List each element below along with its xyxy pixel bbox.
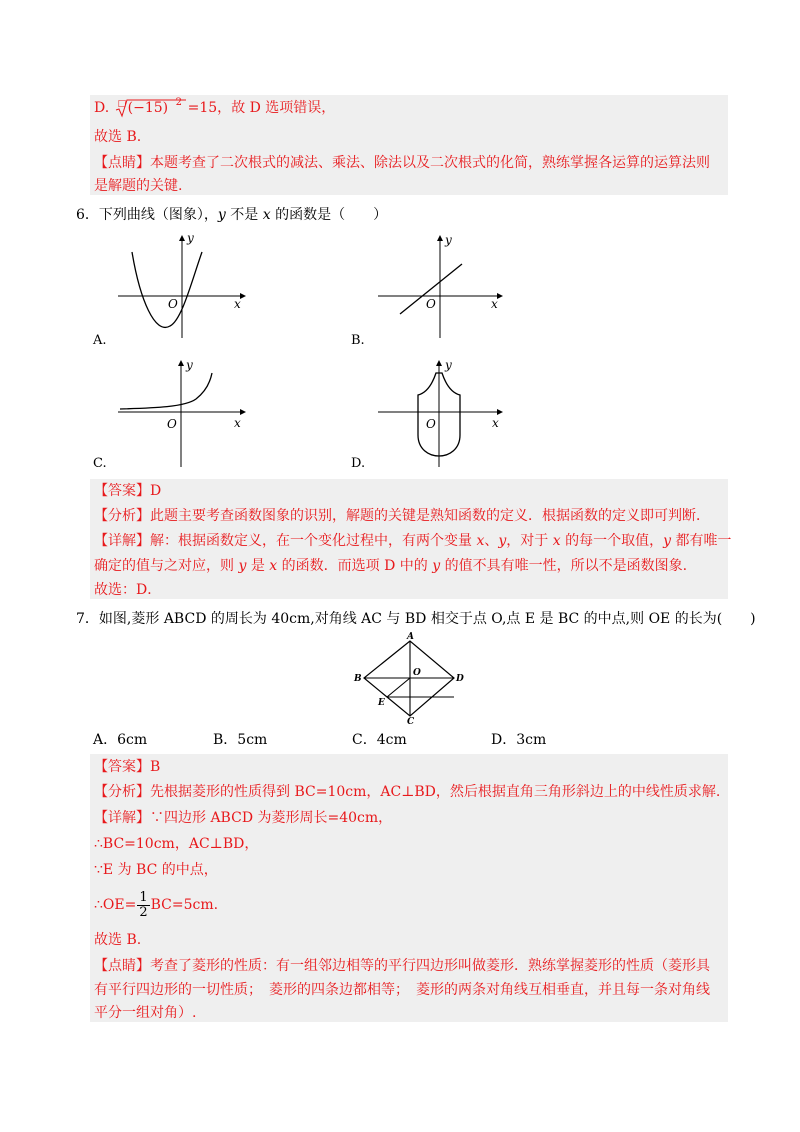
q7-answer (94, 757, 160, 777)
var-y: y (663, 533, 672, 549)
radical-index: □ (117, 99, 127, 109)
q5-answer-line: 故选 B. (94, 129, 142, 145)
axis-y-label: y (186, 358, 193, 372)
axis-x-label: x (234, 416, 241, 430)
rhombus-figure (352, 632, 464, 724)
fraction-numerator: 1 (139, 889, 148, 905)
var-x: x (476, 533, 485, 549)
vertex-a-label: A (407, 632, 414, 642)
detail-text: 解：根据函数定义，在一个变化过程中，有两个变量 (150, 533, 477, 549)
var-y: y (432, 558, 441, 574)
axis-y-label: y (187, 231, 194, 245)
option-b-label: B. (351, 333, 365, 348)
origin-label: O (167, 417, 177, 431)
axis-x-label: x (491, 297, 498, 311)
fraction-denominator: 2 (139, 904, 148, 920)
q6-detail-line-1 (94, 531, 731, 551)
detail-text: ，对于 (506, 533, 553, 549)
point-e-label: E (378, 698, 385, 708)
detail-text: 的值不具有唯一性，所以不是函数图象. (440, 558, 688, 574)
stem-text: 如图,菱形 ABCD 的周长为 40cm,对角线 AC 与 BD 相交于点 O,点 E 是 BC 的中点,则 OE 的长为( ) (98, 611, 756, 627)
var-x: x (552, 533, 561, 549)
graph-d (370, 355, 510, 470)
var-y: y (238, 558, 247, 574)
detail-text: 的函数．而选项 D 中的 (277, 558, 433, 574)
detail-text: 都有唯一 (671, 533, 732, 549)
question-number: 7． (76, 611, 99, 627)
detail-text: 、 (484, 533, 499, 549)
axis-y-label: y (445, 233, 452, 247)
stem-text: 不是 (225, 207, 263, 223)
q6-detail-line-2 (94, 556, 687, 576)
analysis-tag: 【分析】 (94, 784, 150, 800)
axis-x-label: x (492, 416, 499, 430)
var-x: x (269, 558, 278, 574)
question-number: 6． (76, 207, 99, 223)
analysis-text: 此题主要考查函数图象的识别，解题的关键是熟知函数的定义．根据函数的定义即可判断． (150, 508, 710, 524)
comment-tag: 【点睛】 (94, 958, 150, 974)
option-d-label: D. (351, 456, 366, 471)
q5-option-d-label: D. (94, 100, 110, 116)
graph-c (110, 355, 250, 470)
detail-text: 是 (246, 558, 270, 574)
point-o-label: O (413, 668, 421, 678)
q7-detail-line-3: ∵E 为 BC 的中点， (94, 862, 218, 878)
comment-text: 考查了菱形的性质：有一组邻边相等的平行四边形叫做菱形．熟练掌握菱形的性质（菱形具 (150, 958, 710, 974)
detail-tag: 【详解】 (94, 533, 150, 549)
radicand: (−15) (127, 100, 169, 116)
analysis-tag: 【分析】 (94, 508, 150, 524)
q5-option-d-result: =15， (187, 100, 232, 116)
stem-text: 的函数是（ ） (270, 207, 388, 223)
q7-option-c: C．4cm (352, 732, 407, 748)
answer-value: B (150, 759, 161, 775)
vertex-b-label: B (354, 674, 362, 684)
segment-oe (387, 678, 410, 697)
detail-text: ∵四边形 ABCD 为菱形周长=40cm， (150, 810, 393, 826)
detail-text: ∴OE= (94, 897, 137, 913)
exponent: 2 (175, 97, 183, 108)
stem-text: 下列曲线（图象）， (98, 207, 218, 223)
q6-choose-line: 故选：D． (94, 582, 162, 598)
q5-comment-line-2: 是解题的关键. (94, 178, 183, 194)
axis-y-label: y (445, 358, 452, 372)
q7-detail-line-1 (94, 808, 392, 828)
option-a-label: A. (93, 333, 107, 348)
q7-comment-line-3: 平分一组对角）. (94, 1005, 197, 1021)
q7-option-d: D．3cm (491, 732, 547, 748)
detail-tag: 【详解】 (94, 810, 150, 826)
vertex-d-label: D (456, 674, 464, 684)
exponential-curve (120, 373, 212, 409)
graph-b (370, 230, 510, 340)
q5-radical-expression (114, 98, 188, 118)
var-y: y (217, 207, 226, 223)
answer-value: D (150, 483, 162, 499)
origin-label: O (426, 417, 436, 431)
answer-tag: 【答案】 (94, 483, 150, 499)
var-y: y (498, 533, 507, 549)
comment-text: 本题考查了二次根式的减法、乘法、除法以及二次根式的化简，熟练掌握各运算的运算法则 (150, 155, 710, 171)
q7-analysis (94, 782, 720, 802)
comment-tag: 【点睛】 (94, 155, 150, 171)
q7-comment-line-1 (94, 956, 710, 976)
detail-text: BC=5cm. (150, 897, 219, 913)
detail-text: 确定的值与之对应，则 (94, 558, 239, 574)
q6-analysis (94, 506, 710, 526)
q7-detail-line-4 (94, 890, 218, 920)
fraction-one-half (137, 891, 149, 920)
graph-a (110, 230, 250, 340)
q7-option-b: B．5cm (213, 732, 268, 748)
parabola-curve (132, 252, 202, 327)
q6-answer (94, 481, 161, 501)
detail-text: 的每一个取值， (560, 533, 664, 549)
q7-option-a: A．6cm (93, 732, 148, 748)
q7-choose-line: 故选 B. (94, 932, 142, 948)
option-c-label: C. (93, 456, 107, 471)
q7-stem (76, 609, 756, 629)
answer-tag: 【答案】 (94, 759, 150, 775)
vertex-c-label: C (407, 717, 415, 724)
q5-option-d-text: 故 D 选项错误， (231, 100, 336, 116)
origin-label: O (426, 297, 436, 311)
q7-detail-line-2: ∴BC=10cm，AC⊥BD， (94, 836, 259, 852)
q5-comment-line-1 (94, 153, 710, 173)
var-x: x (262, 207, 271, 223)
axis-x-label: x (234, 297, 241, 311)
q6-stem (76, 205, 387, 225)
q7-comment-line-2: 有平行四边形的一切性质； 菱形的四条边都相等； 菱形的两条对角线互相垂直，并且每一条对角线 (94, 982, 710, 998)
origin-label: O (168, 297, 178, 311)
q5-option-d-line (94, 98, 335, 118)
analysis-text: 先根据菱形的性质得到 BC=10cm，AC⊥BD，然后根据直角三角形斜边上的中线性质求解. (150, 784, 721, 800)
